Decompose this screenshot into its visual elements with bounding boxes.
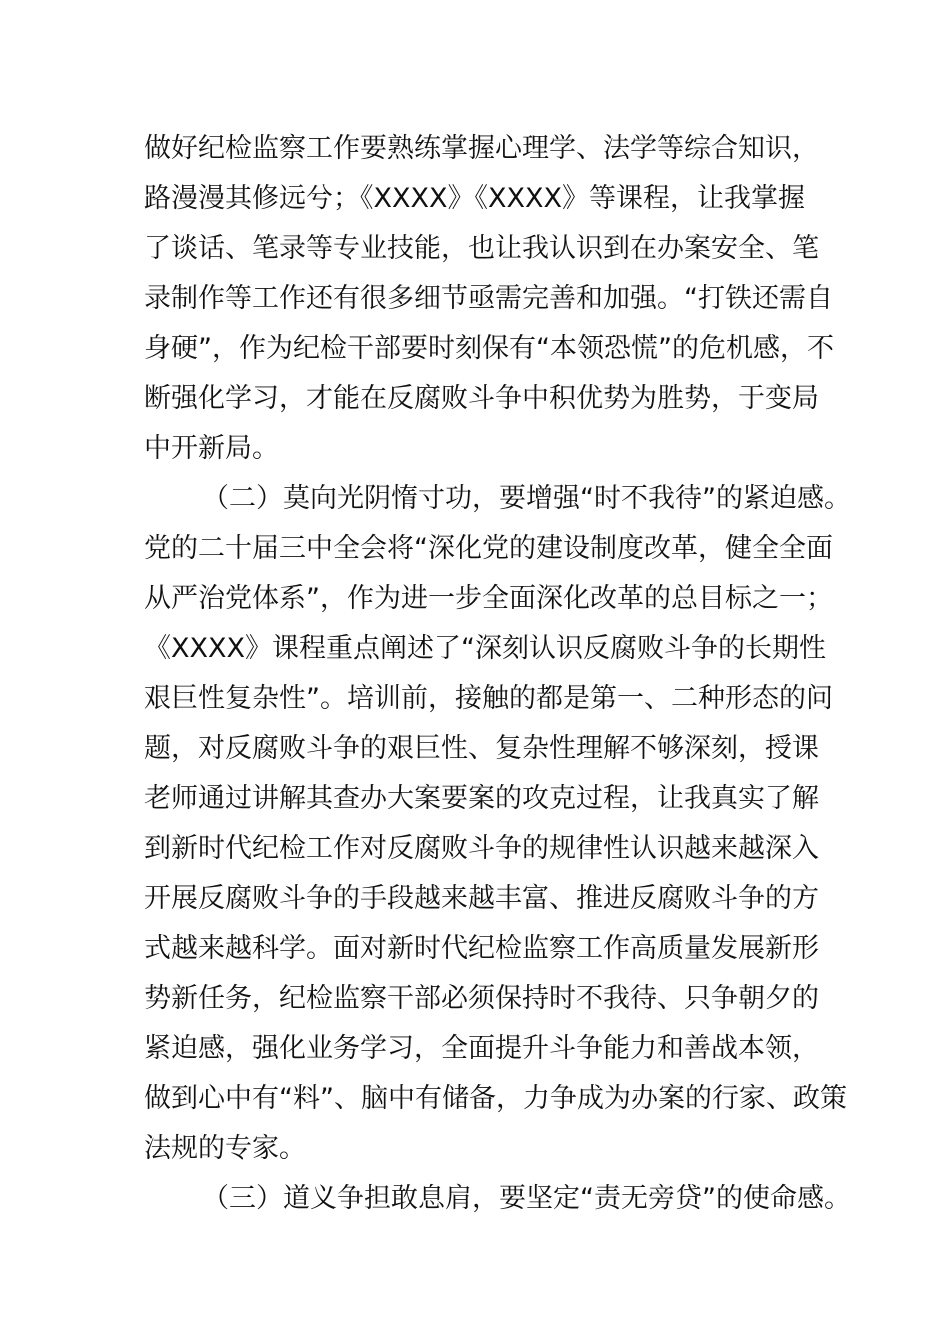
text-line: 路漫漫其修远兮；《XXXX》《XXXX》等课程，让我掌握 [144, 183, 805, 214]
text-line: 法规的专家。 [144, 1133, 306, 1164]
body-text [144, 124, 851, 1224]
section-heading-3: （三）道义争担敢息肩，要坚定“责无旁贷”的使命感。 [202, 1183, 851, 1214]
text-line: 紧迫感，强化业务学习，全面提升斗争能力和善战本领， [144, 1033, 819, 1064]
text-line: 做到心中有“料”、脑中有储备，力争成为办案的行家、政策 [144, 1083, 847, 1114]
text-line: 艰巨性复杂性”。培训前，接触的都是第一、二种形态的问 [144, 683, 833, 714]
text-line: 做好纪检监察工作要熟练掌握心理学、法学等综合知识， [144, 133, 819, 164]
section-heading-2: （二）莫向光阴惰寸功，要增强“时不我待”的紧迫感。 [202, 483, 851, 514]
text-line: 断强化学习，才能在反腐败斗争中积优势为胜势，于变局 [144, 383, 819, 414]
text-line: 从严治党体系”，作为进一步全面深化改革的总目标之一； [144, 583, 833, 614]
text-line: 老师通过讲解其查办大案要案的攻克过程，让我真实了解 [144, 783, 819, 814]
text-line: 到新时代纪检工作对反腐败斗争的规律性认识越来越深入 [144, 833, 819, 864]
text-line: 开展反腐败斗争的手段越来越丰富、推进反腐败斗争的方 [144, 883, 819, 914]
text-line: 中开新局。 [144, 433, 279, 464]
text-line: 党的二十届三中全会将“深化党的建设制度改革，健全全面 [144, 533, 833, 564]
text-line: 势新任务，纪检监察干部必须保持时不我待、只争朝夕的 [144, 983, 819, 1014]
text-line: 题，对反腐败斗争的艰巨性、复杂性理解不够深刻，授课 [144, 733, 819, 764]
text-line: 《XXXX》课程重点阐述了“深刻认识反腐败斗争的长期性 [144, 633, 826, 664]
text-line: 录制作等工作还有很多细节亟需完善和加强。“打铁还需自 [144, 283, 833, 314]
text-line: 式越来越科学。面对新时代纪检监察工作高质量发展新形 [144, 933, 819, 964]
text-line: 了谈话、笔录等专业技能，也让我认识到在办案安全、笔 [144, 233, 819, 264]
text-line: 身硬”，作为纪检干部要时刻保有“本领恐慌”的危机感，不 [144, 333, 834, 364]
